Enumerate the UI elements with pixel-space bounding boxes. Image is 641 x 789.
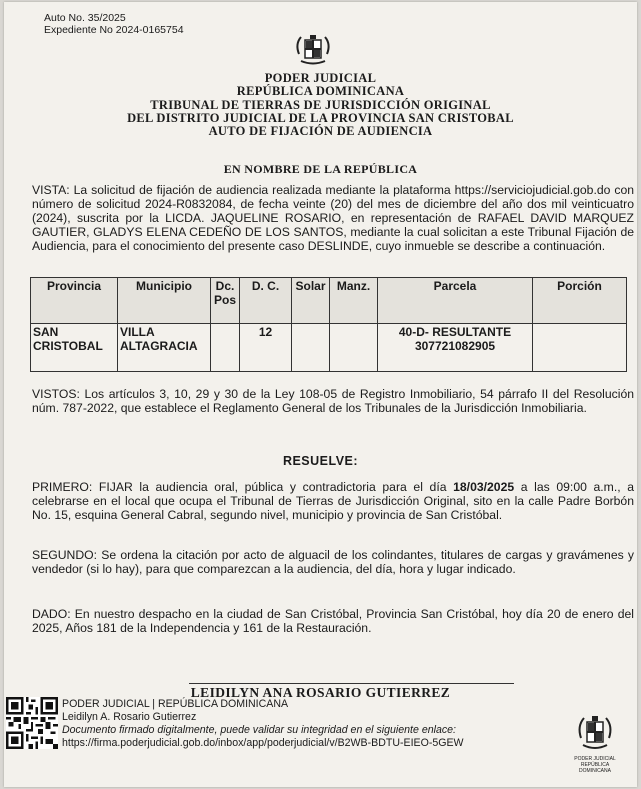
vistos-paragraph bbox=[32, 387, 634, 415]
col-provincia: Provincia bbox=[31, 278, 118, 324]
vista-text: La solicitud de fijación de audiencia realizada mediante la plataforma https://serviciojudicial.gob.do con número de solicitud 2024-R0832084, de fecha veinte (20) del mes de diciembre del año dos mil veinticuatro (2024), suscrita por la LICDA. JAQUELINE ROSARIO, en representación de RAFAEL DAVID MARQUEZ GAUTIER, GLADYS ELENA CEDEÑO DE LOS SANTOS, mediante la cual solicitan a este Tribunal Fijación de Audiencia, para el conocimiento del presente caso DESLINDE, cuyo inmueble se describe a continuación. bbox=[32, 183, 635, 253]
document-meta bbox=[44, 12, 184, 36]
primero-paragraph bbox=[32, 480, 634, 522]
header-line-3: TRIBUNAL DE TIERRAS DE JURISDICCIÓN ORIGINAL bbox=[150, 97, 491, 112]
primero-label: PRIMERO: bbox=[32, 480, 93, 494]
footer-validation-link[interactable]: https://firma.poderjudicial.gob.do/inbox/app/poderjudicial/v/B2WB-BDTU-EIEO-5GEW bbox=[62, 737, 464, 749]
qr-code-icon[interactable] bbox=[6, 697, 58, 749]
cell-manz bbox=[330, 324, 378, 372]
hearing-date: 18/03/2025 bbox=[453, 480, 515, 494]
primero-text-a: FIJAR la audiencia oral, pública y contradictoria para el día bbox=[98, 480, 447, 494]
cell-municipio: VILLA ALTAGRACIA bbox=[118, 324, 211, 372]
footer-signer: Leidilyn A. Rosario Gutierrez bbox=[62, 711, 197, 723]
footer-notice: Documento firmado digitalmente, puede validar su integridad en el siguiente enlace: bbox=[62, 724, 456, 736]
col-porcion: Porción bbox=[533, 278, 627, 324]
col-dc: D. C. bbox=[240, 278, 292, 324]
col-solar: Solar bbox=[292, 278, 330, 324]
col-dc-pos: Dc. Pos bbox=[211, 278, 240, 324]
seal-caption-2: REPÚBLICA DOMINICANA bbox=[579, 762, 611, 774]
dado-text: En nuestro despacho en la ciudad de San Cristóbal, Provincia San Cristóbal, hoy día 20 de enero del 2025, Años 181 de la Independencia y 161 de la Restauración. bbox=[32, 607, 635, 635]
header-line-4: DEL DISTRITO JUDICIAL DE LA PROVINCIA SAN CRISTOBAL bbox=[127, 110, 514, 125]
dado-label: DADO: bbox=[32, 607, 71, 621]
coat-of-arms-icon bbox=[293, 34, 333, 68]
court-header bbox=[4, 72, 637, 138]
cell-dc-pos bbox=[211, 324, 240, 372]
seal-caption-1: PODER JUDICIAL bbox=[574, 756, 616, 762]
primero-text-b: a las 09:00 a.m., a celebrarse en el local que ocupa el Tribunal de Tierras de Jurisdicción Original, sito en la calle Padre Borbón No. 15, esquina General Cabral, segundo nivel, municipio y provincia de San Cristóbal. bbox=[32, 480, 635, 522]
table-header-row bbox=[31, 278, 627, 324]
document-page bbox=[4, 2, 637, 787]
judicial-seal bbox=[574, 714, 616, 774]
table-row bbox=[31, 324, 627, 372]
cell-porcion bbox=[533, 324, 627, 372]
signer-name: LEIDILYN ANA ROSARIO GUTIERREZ bbox=[190, 685, 451, 700]
vistos-text: Los artículos 3, 10, 29 y 30 de la Ley 108-05 de Registro Inmobiliario, 54 párrafo II del Resolución núm. 787-2022, que establece el Reglamento General de los Tribunales de la Jurisdicción Inmobiliaria. bbox=[32, 387, 635, 415]
segundo-label: SEGUNDO: bbox=[32, 548, 98, 562]
vistos-label: VISTOS: bbox=[32, 387, 80, 401]
signature-line bbox=[189, 683, 514, 684]
expediente-number: Expediente No 2024-0165754 bbox=[44, 24, 184, 36]
header-line-2: REPÚBLICA DOMINICANA bbox=[236, 84, 405, 99]
auto-number: Auto No. 35/2025 bbox=[44, 12, 126, 24]
cell-parcela: 40-D- RESULTANTE 307721082905 bbox=[378, 324, 533, 372]
col-manz: Manz. bbox=[330, 278, 378, 324]
cell-solar bbox=[292, 324, 330, 372]
cell-provincia: SAN CRISTOBAL bbox=[31, 324, 118, 372]
header-line-1: PODER JUDICIAL bbox=[264, 71, 377, 85]
dado-paragraph bbox=[32, 607, 634, 635]
judicial-seal-icon bbox=[575, 714, 615, 754]
segundo-text: Se ordena la citación por acto de alguacil de los colindantes, titulares de cargas y gravámenes y vendedor (si lo hay), para que comparezcan a la audiencia, del día, hora y lugar indicado. bbox=[32, 548, 635, 576]
resuelve-heading: RESUELVE: bbox=[282, 454, 359, 468]
col-parcela: Parcela bbox=[378, 278, 533, 324]
segundo-paragraph bbox=[32, 548, 634, 576]
vista-paragraph bbox=[32, 183, 634, 253]
cell-dc: 12 bbox=[240, 324, 292, 372]
property-table bbox=[30, 277, 627, 372]
en-nombre-heading: EN NOMBRE DE LA REPÚBLICA bbox=[223, 162, 418, 176]
digital-signature-footer bbox=[62, 698, 464, 750]
col-municipio: Municipio bbox=[118, 278, 211, 324]
header-line-5: AUTO DE FIJACIÓN DE AUDIENCIA bbox=[208, 124, 433, 139]
footer-institution: PODER JUDICIAL | REPÚBLICA DOMINICANA bbox=[62, 698, 289, 710]
vista-label: VISTA: bbox=[32, 183, 70, 197]
